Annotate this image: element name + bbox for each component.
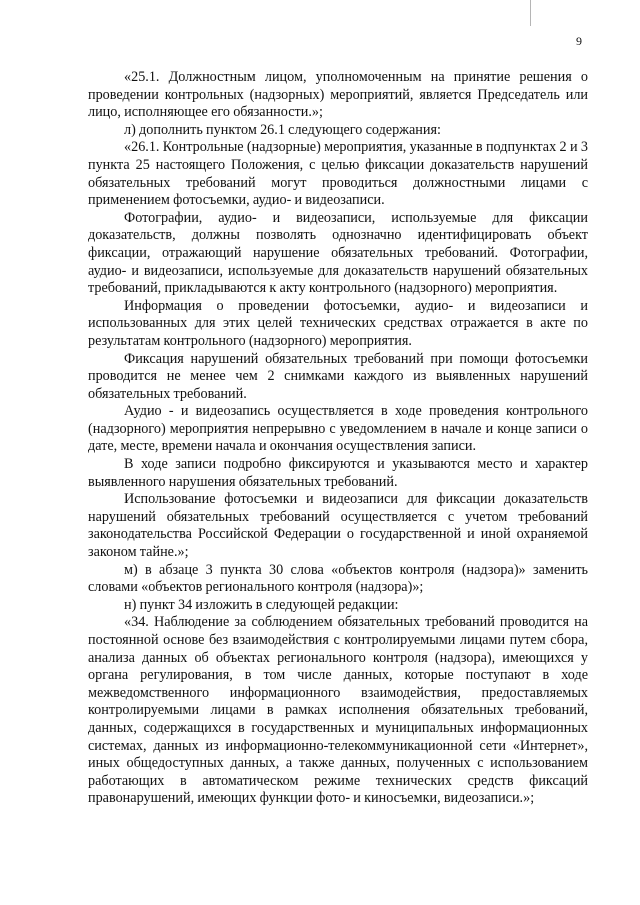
document-body [88, 69, 588, 808]
page-number: 9 [576, 34, 582, 48]
paragraph-secrecy: Использование фотосъемки и видеозаписи для фиксации доказательств нарушений обязательных требований осуществляется с учетом требований законодательства Российской Федерации о государственной и иной охраняемой законом тайне.»; [88, 491, 588, 561]
paragraph-26-1: «26.1. Контрольные (надзорные) мероприятия, указанные в подпунктах 2 и 3 пункта 25 настоящего Положения, с целью фиксации доказательств нарушений обязательных требований могут проводиться должностными лицами с применением фотосъемки, аудио- и видеозаписи. [88, 139, 588, 209]
scan-edge-mark [530, 0, 531, 26]
paragraph-34: «34. Наблюдение за соблюдением обязательных требований проводится на постоянной основе без взаимодействия с контролируемыми лицами путем сбора, анализа данных об объектах регионального контроля (надзора), имеющихся у органа регулирования, в том числе данных, которые поступают в ходе межведомственного информационного взаимодействия, предоставляемых контролируемыми лицами в рамках исполнения обязательных требований, данных, содержащихся в государственных и муниципальных информационных системах, данных из информационно-телекоммуникационной сети «Интернет», иных общедоступных данных, а также данных, полученных с использованием работающих в автоматическом режиме технических средств фиксаций правонарушений, имеющих функции фото- и киносъемки, видеозаписи.»; [88, 614, 588, 807]
paragraph-audio-video: Аудио - и видеозапись осуществляется в ходе проведения контрольного (надзорного) мероприятия непрерывно с уведомлением в начале и конце записи о дате, месте, времени начала и окончания осуществления записи. [88, 403, 588, 455]
paragraph-info-recording: Информация о проведении фотосъемки, аудио- и видеозаписи и использованных для этих целей технических средствах отражается в акте по результатам контрольного (надзорного) мероприятия. [88, 297, 588, 349]
paragraph-photos: Фотографии, аудио- и видеозаписи, используемые для фиксации доказательств, должны позволять однозначно идентифицировать объект фиксации, отражающий нарушение обязательных требований. Фотографии, аудио- и видеозаписи, используемые для доказательств нарушений обязательных требований, прикладываются к акту контрольного (надзорного) мероприятия. [88, 209, 588, 297]
paragraph-item-l: л) дополнить пунктом 26.1 следующего содержания: [124, 121, 441, 138]
paragraph-25-1: «25.1. Должностным лицом, уполномоченным на принятие решения о проведении контрольных (надзорных) мероприятий, является Председатель или лицо, исполняющее его обязанности.»; [88, 69, 588, 121]
paragraph-item-n: н) пункт 34 изложить в следующей редакции: [124, 596, 399, 613]
paragraph-item-m: м) в абзаце 3 пункта 30 слова «объектов контроля (надзора)» заменить словами «объектов регионального контроля (надзора)»; [88, 561, 588, 596]
paragraph-photo-fixation: Фиксация нарушений обязательных требований при помощи фотосъемки проводится не менее чем 2 снимками каждого из выявленных нарушений обязательных требований. [88, 350, 588, 402]
paragraph-recording-details: В ходе записи подробно фиксируются и указываются место и характер выявленного нарушения обязательных требований. [88, 456, 588, 490]
